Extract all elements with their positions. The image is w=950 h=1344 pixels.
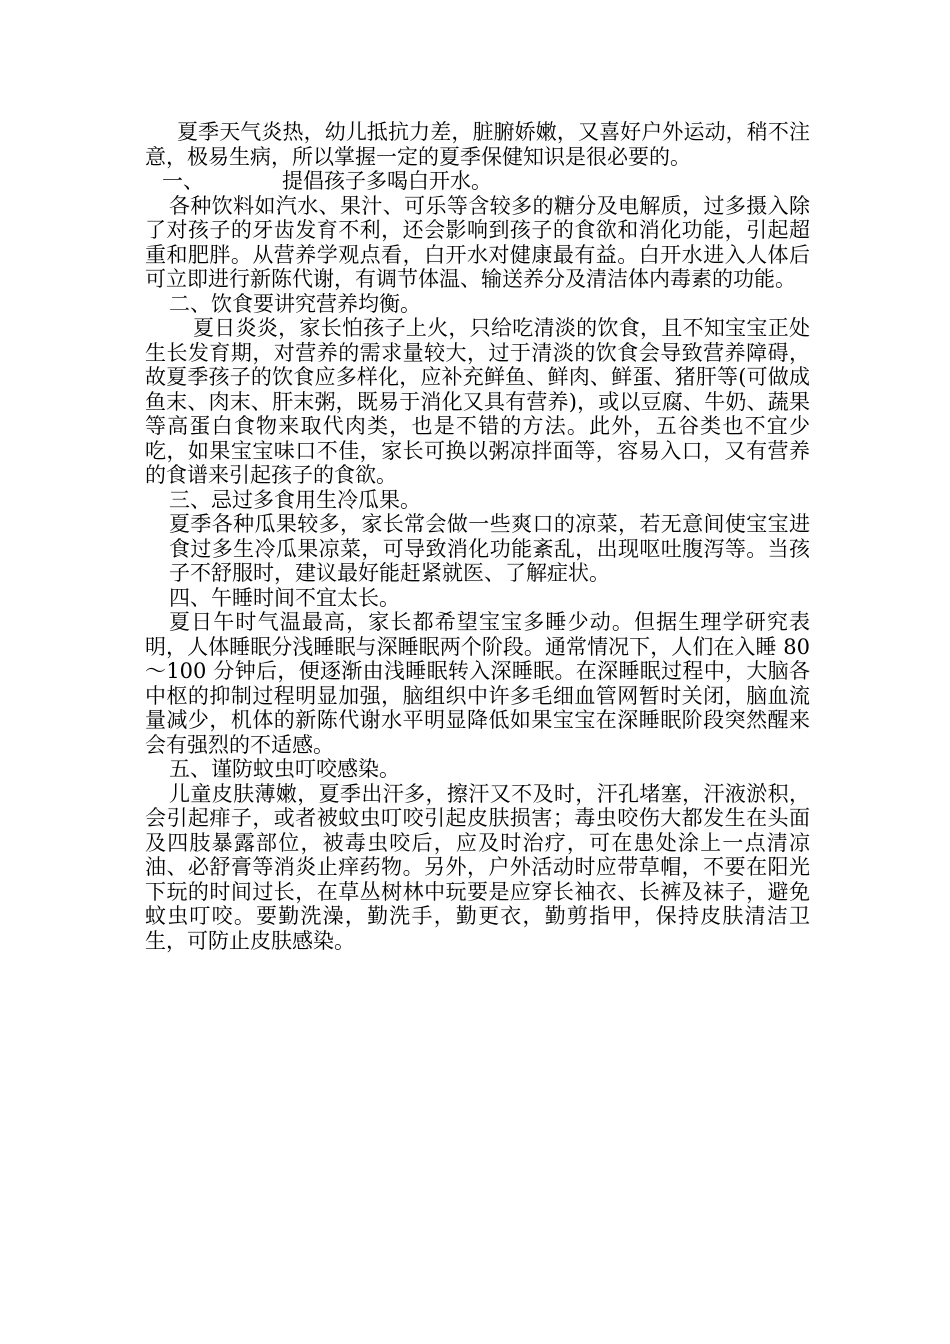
section-heading-4: 四、午睡时间不宜太长。 [169, 585, 400, 610]
intro-paragraph: 夏季天气炎热，幼儿抵抗力差，脏腑娇嫩，又喜好户外运动，稍不注意，极易生病，所以掌握一定的夏季保健知识是很必要的。 [145, 120, 810, 169]
section-body-4: 夏日午时气温最高，家长都希望宝宝多睡少动。但据生理学研究表明，人体睡眠分浅睡眠与深睡眠两个阶段。通常情况下，人们在入睡 80～100 分钟后，便逐渐由浅睡眠转入深睡眠。在深睡眠过程中，大脑各中枢的抑制过程明显加强，脑组织中许多毛细血管网暂时关闭，脑血流量减少，机体的新陈代谢水平明显降低如果宝宝在深睡眠阶段突然醒来会有强烈的不适感。 [145, 610, 810, 757]
section-heading-2: 二、饮食要讲究营养均衡。 [169, 291, 421, 316]
section-body-1: 各种饮料如汽水、果汁、可乐等含较多的糖分及电解质，过多摄入除了对孩子的牙齿发育不利，还会影响到孩子的食欲和消化功能，引起超重和肥胖。从营养学观点看，白开水对健康最有益。白开水进入人体后可立即进行新陈代谢，有调节体温、输送养分及清洁体内毒素的功能。 [145, 193, 810, 291]
section-heading-5: 五、谨防蚊虫叮咬感染。 [169, 757, 400, 781]
section-heading-3: 三、忌过多食用生冷瓜果。 [169, 487, 421, 512]
section-body-2: 夏日炎炎，家长怕孩子上火，只给吃清淡的饮食，且不知宝宝正处生长发育期，对营养的需求量较大，过于清淡的饮食会导致营养障碍，故夏季孩子的饮食应多样化，应补充鲜鱼、鲜肉、鲜蛋、猪肝等(可做成鱼末、肉末、肝末粥，既易于消化又具有营养)，或以豆腐、牛奶、蔬果等高蛋白食物来取代肉类，也是不错的方法。此外，五谷类也不宜少吃，如果宝宝味口不佳，家长可换以粥凉拌面等，容易入口，又有营养的食谱来引起孩子的食欲。 [145, 316, 810, 487]
section-body-3: 夏季各种瓜果较多，家长常会做一些爽口的凉菜，若无意间使宝宝进食过多生冷瓜果凉菜，可导致消化功能紊乱，出现呕吐腹泻等。当孩子不舒服时，建议最好能赶紧就医、了解症状。 [169, 512, 810, 585]
section-title-1: 提倡孩子多喝白开水。 [282, 169, 492, 193]
section-body-5: 儿童皮肤薄嫩，夏季出汗多，擦汗又不及时，汗孔堵塞，汗液淤积，会引起痱子，或者被蚊虫叮咬引起皮肤损害；毒虫咬伤大都发生在头面及四肢暴露部位，被毒虫咬后，应及时治疗，可在患处涂上一点清凉油、必舒膏等消炎止痒药物。另外，户外活动时应带草帽，不要在阳光下玩的时间过长，在草丛树林中玩要是应穿长袖衣、长裤及袜子，避免蚊虫叮咬。要勤洗澡，勤洗手，勤更衣，勤剪指甲，保持皮肤清洁卫生，可防止皮肤感染。 [145, 781, 810, 953]
document-page [145, 120, 810, 953]
section-heading-1 [145, 169, 810, 194]
section-number-1: 一、 [162, 169, 204, 193]
